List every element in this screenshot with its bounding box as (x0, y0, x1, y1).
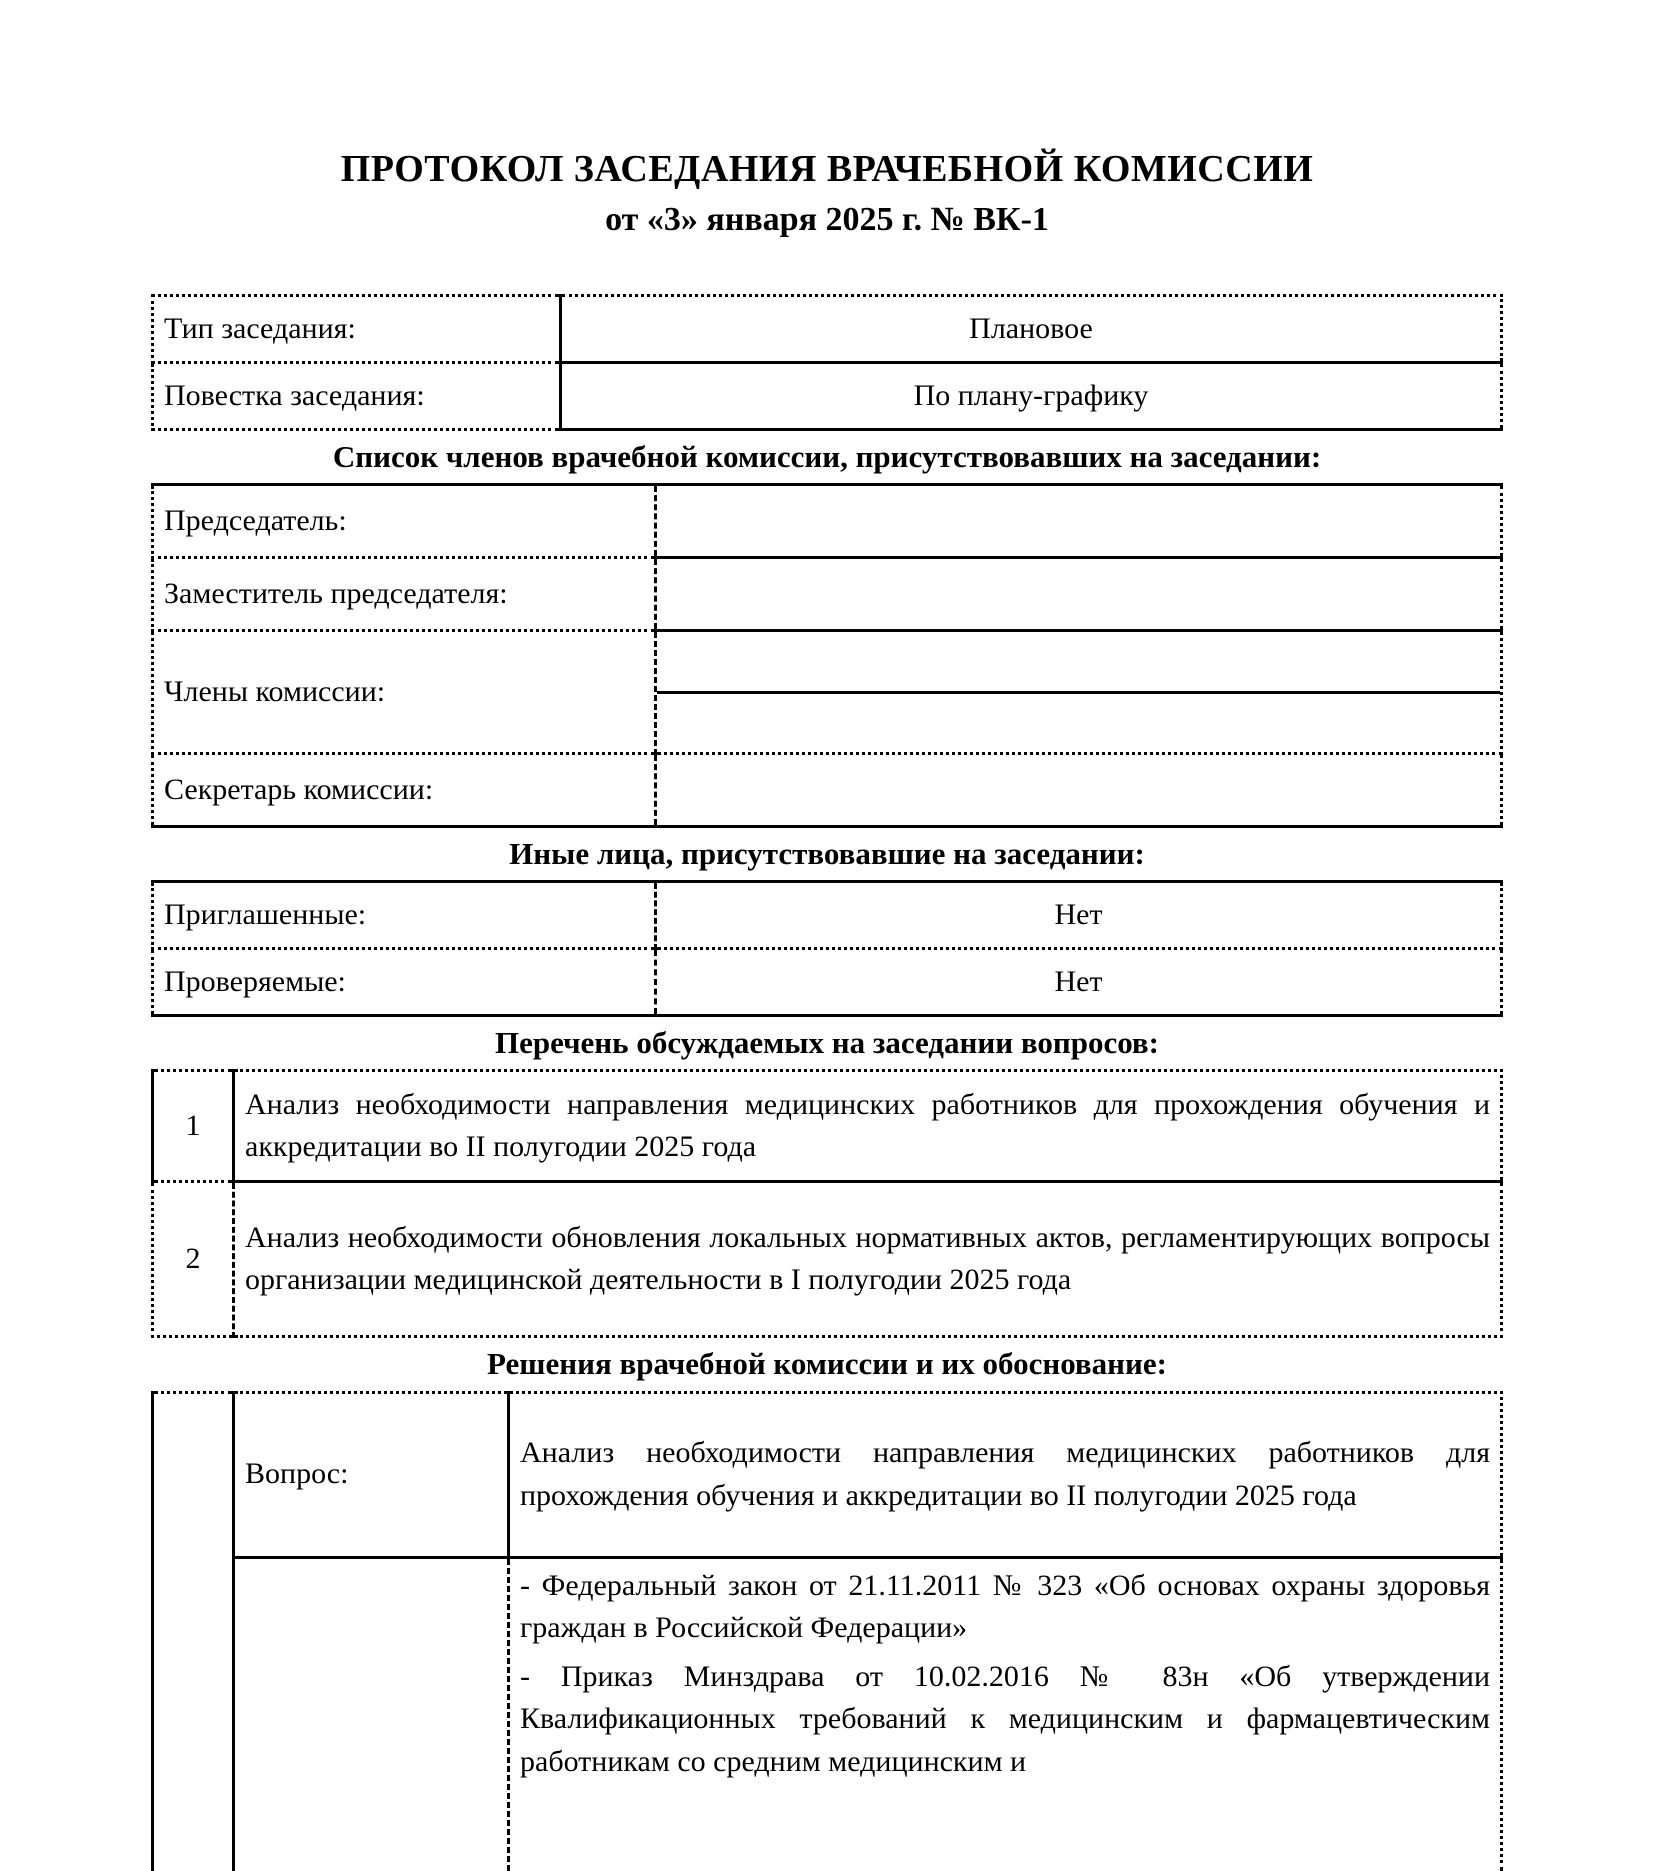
question-number: 1 (153, 1071, 234, 1182)
table-row (153, 1557, 1502, 1871)
meeting-type-value: Плановое (561, 295, 1502, 362)
secretary-value (656, 754, 1502, 827)
questions-table (151, 1069, 1503, 1338)
members-value (656, 631, 1502, 754)
deputy-chairman-label: Заместитель председателя: (153, 558, 656, 631)
meeting-info-table (151, 294, 1503, 431)
decision-basis-text (509, 1557, 1502, 1871)
table-row (153, 1392, 1502, 1557)
table-row (153, 949, 1502, 1016)
chairman-value (656, 485, 1502, 558)
decision-question-label: Вопрос: (234, 1392, 509, 1557)
members-label: Члены комиссии: (153, 631, 656, 754)
decision-basis-label (234, 1557, 509, 1871)
decisions-section-heading: Решения врачебной комиссии и их обоснование: (487, 1346, 1167, 1382)
question-text: Анализ необходимости обновления локальных нормативных актов, регламентирующих вопросы организации медицинской деятельности в I полугодии 2025 года (234, 1182, 1502, 1337)
question-number: 2 (153, 1182, 234, 1337)
table-row (153, 558, 1502, 631)
table-row (153, 882, 1502, 949)
chairman-label: Председатель: (153, 485, 656, 558)
other-persons-section-heading: Иные лица, присутствовавшие на заседании: (509, 836, 1145, 872)
members-table (151, 483, 1503, 828)
deputy-chairman-value (656, 558, 1502, 631)
basis-line: - Федеральный закон от 21.11.2011 № 323 «Об основах охраны здоровья граждан в Российской Федерации» (520, 1568, 1490, 1645)
invited-value: Нет (656, 882, 1502, 949)
decisions-table (151, 1391, 1503, 1871)
decision-question-text: Анализ необходимости направления медицинских работников для прохождения обучения и аккредитации во II полугодии 2025 года (509, 1392, 1502, 1557)
meeting-type-label: Тип заседания: (153, 295, 561, 362)
table-row (153, 1071, 1502, 1182)
decision-number (153, 1392, 234, 1871)
invited-label: Приглашенные: (153, 882, 656, 949)
meeting-agenda-value: По плану-графику (561, 362, 1502, 429)
document-subtitle: от «3» января 2025 г. № ВК-1 (605, 200, 1049, 238)
inspected-label: Проверяемые: (153, 949, 656, 1016)
table-row (153, 1182, 1502, 1337)
meeting-agenda-label: Повестка заседания: (153, 362, 561, 429)
members-line-1 (667, 647, 1490, 691)
secretary-label: Секретарь комиссии: (153, 754, 656, 827)
other-persons-table (151, 880, 1503, 1017)
basis-line: - Приказ Минздрава от 10.02.2016 № 83н «Об утверждении Квалификационных требований к медицинским и фармацевтическим работникам со средним медицинским и (520, 1659, 1490, 1778)
document-header (0, 0, 1654, 242)
page-title: ПРОТОКОЛ ЗАСЕДАНИЯ ВРАЧЕБНОЙ КОМИССИИ (340, 148, 1314, 190)
table-row (153, 631, 1502, 754)
table-row (153, 362, 1502, 429)
table-row (153, 754, 1502, 827)
inspected-value: Нет (656, 949, 1502, 1016)
questions-section-heading: Перечень обсуждаемых на заседании вопросов: (494, 1025, 1160, 1061)
question-text: Анализ необходимости направления медицинских работников для прохождения обучения и аккредитации во II полугодии 2025 года (234, 1071, 1502, 1182)
table-row (153, 295, 1502, 362)
members-line-2 (667, 694, 1490, 738)
table-row (153, 485, 1502, 558)
members-section-heading: Список членов врачебной комиссии, присутствовавших на заседании: (332, 438, 1322, 474)
